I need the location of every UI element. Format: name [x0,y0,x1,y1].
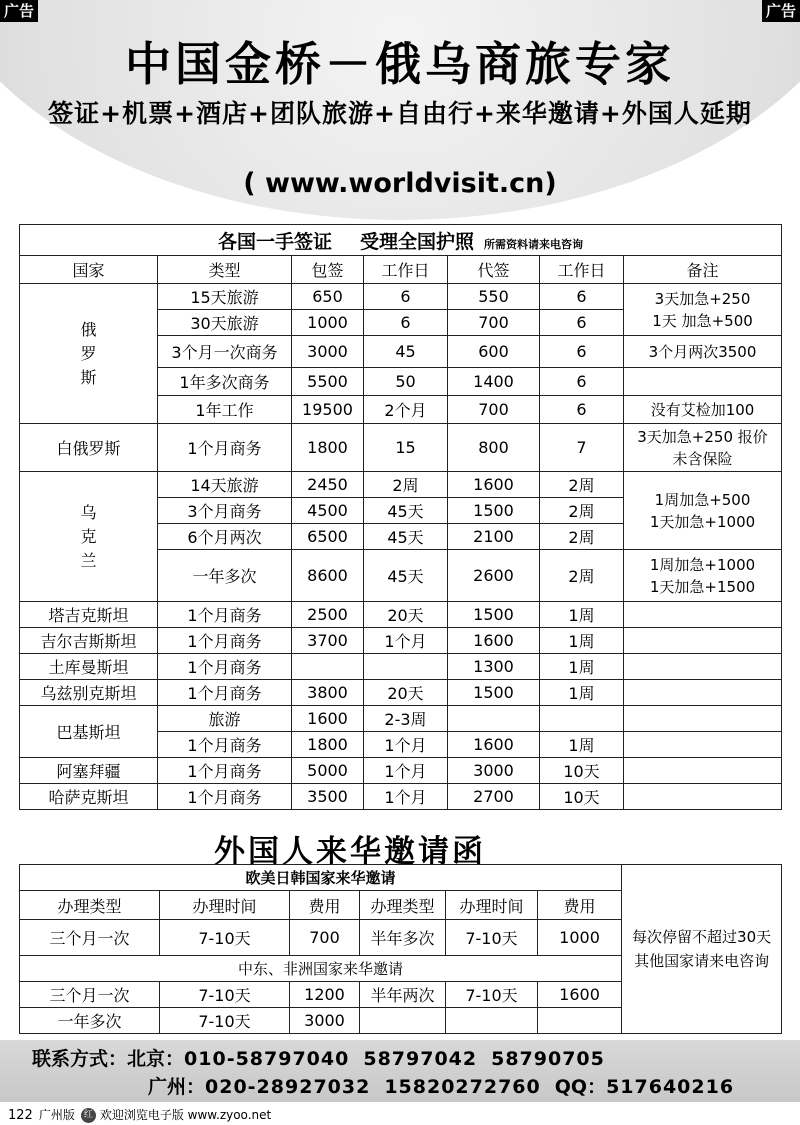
table-cell: 1个月 [364,784,448,810]
phone-number: 020-28927032 [205,1076,371,1098]
table-cell: 1周 [540,628,624,654]
table-cell: 800 [448,424,540,472]
visa-price-table [19,224,782,810]
visa-table-caption [20,225,782,256]
column-header: 费用 [290,891,360,920]
table-cell: 1800 [292,732,364,758]
note-cell [624,758,782,784]
table-row [20,706,782,732]
qq-number: 517640216 [606,1076,735,1098]
country-cell: 吉尔吉斯斯坦 [20,628,158,654]
table-cell: 700 [290,920,360,956]
table-cell: 2个月 [364,396,448,424]
table-cell: 1500 [448,680,540,706]
note-cell: 1周加急+1000 1天加急+1500 [624,550,782,602]
table-cell: 2100 [448,524,540,550]
table-row [20,654,782,680]
column-header: 代签 [448,256,540,284]
table-cell: 20天 [364,680,448,706]
column-header: 办理时间 [446,891,538,920]
table-cell: 15 [364,424,448,472]
table-cell: 6500 [292,524,364,550]
beijing-label: 北京： [127,1048,185,1070]
table-cell: 1800 [292,424,364,472]
header-banner [0,0,800,225]
table-row [20,472,782,498]
table-cell: 6 [364,284,448,310]
table-cell: 1周 [540,602,624,628]
table-cell: 2700 [448,784,540,810]
invitation-price-table [19,864,782,1034]
table-cell: 45天 [364,524,448,550]
table-cell: 3000 [290,1008,360,1034]
table-cell: 1个月商务 [158,628,292,654]
table-cell: 1年多次商务 [158,368,292,396]
country-cell: 塔吉克斯坦 [20,602,158,628]
table-cell: 45天 [364,550,448,602]
table-cell [360,1008,446,1034]
table-cell: 1600 [292,706,364,732]
column-header: 费用 [538,891,622,920]
table-cell: 1个月商务 [158,680,292,706]
table-cell: 7-10天 [160,982,290,1008]
note-cell [624,654,782,680]
table-cell: 2-3周 [364,706,448,732]
note-cell: 3天加急+250 1天 加急+500 [624,284,782,336]
table-cell: 三个月一次 [20,920,160,956]
table-cell: 7-10天 [160,920,290,956]
caption-small: 所需资料请来电咨询 [484,237,584,251]
ad-tag-right: 广告 [762,0,800,22]
table-cell: 1个月商务 [158,424,292,472]
table-cell: 6 [364,310,448,336]
column-header: 备注 [624,256,782,284]
column-header: 国家 [20,256,158,284]
table-cell: 3000 [292,336,364,368]
contact-line-beijing [32,1044,605,1071]
note-cell [624,784,782,810]
table-cell: 550 [448,284,540,310]
table-cell: 2周 [540,498,624,524]
table-cell: 1600 [448,472,540,498]
table-cell: 3000 [448,758,540,784]
note-cell [624,628,782,654]
guangzhou-label: 广州： [148,1076,206,1098]
note-cell [624,602,782,628]
country-cell: 阿塞拜疆 [20,758,158,784]
table-cell: 1300 [448,654,540,680]
table-cell: 5500 [292,368,364,396]
table-cell: 7-10天 [160,1008,290,1034]
table-cell: 1个月 [364,628,448,654]
group-header: 欧美日韩国家来华邀请 [20,865,622,891]
note-cell [624,706,782,732]
table-cell: 2450 [292,472,364,498]
note-cell: 3个月两次3500 [624,336,782,368]
contact-line-guangzhou [148,1072,734,1099]
table-cell: 2500 [292,602,364,628]
caption-main-2: 受理全国护照 [360,230,475,253]
table-cell: 2周 [540,550,624,602]
table-cell: 1个月商务 [158,732,292,758]
services-subtitle: 签证+机票+酒店+团队旅游+自由行+来华邀请+外国人延期 [48,99,752,128]
caption-main: 各国一手签证 [218,230,333,253]
table-cell: 1600 [538,982,622,1008]
visa-header-row [20,256,782,284]
table-row [20,865,782,891]
table-cell: 14天旅游 [158,472,292,498]
table-cell: 1600 [448,628,540,654]
ad-tag-left: 广告 [0,0,38,22]
table-cell: 19500 [292,396,364,424]
group-header: 中东、非洲国家来华邀请 [20,956,622,982]
note-cell [624,732,782,758]
table-cell: 700 [448,310,540,336]
table-cell [448,706,540,732]
table-cell: 5000 [292,758,364,784]
table-cell: 3800 [292,680,364,706]
table-row [20,758,782,784]
column-header: 办理类型 [360,891,446,920]
table-cell: 1个月 [364,732,448,758]
column-header: 办理类型 [20,891,160,920]
table-cell: 半年两次 [360,982,446,1008]
table-cell [446,1008,538,1034]
table-cell: 1周 [540,732,624,758]
note-cell: 3天加急+250 报价 未含保险 [624,424,782,472]
table-cell: 30天旅游 [158,310,292,336]
table-cell: 6 [540,368,624,396]
table-cell: 7-10天 [446,982,538,1008]
table-cell: 1周 [540,680,624,706]
contact-label: 联系方式： [32,1048,128,1070]
table-row [20,628,782,654]
column-header: 办理时间 [160,891,290,920]
mobile-number: 15820272760 [384,1076,541,1098]
table-cell: 6 [540,396,624,424]
page-number: 122 [8,1108,33,1123]
table-cell: 2周 [540,524,624,550]
table-cell: 6 [540,284,624,310]
table-row [20,284,782,310]
website-url: ( www.worldvisit.cn) [243,168,557,199]
table-cell: 1个月商务 [158,654,292,680]
note-cell: 没有艾检加100 [624,396,782,424]
column-header: 工作日 [364,256,448,284]
table-cell [540,706,624,732]
table-cell: 1200 [290,982,360,1008]
table-cell: 650 [292,284,364,310]
table-row [20,424,782,472]
table-cell: 8600 [292,550,364,602]
table-cell: 一年多次 [20,1008,160,1034]
table-cell: 3700 [292,628,364,654]
table-cell: 7 [540,424,624,472]
table-cell: 6个月两次 [158,524,292,550]
table-cell: 一年多次 [158,550,292,602]
table-cell: 1个月商务 [158,784,292,810]
table-cell: 2周 [540,472,624,498]
table-cell: 20天 [364,602,448,628]
note-cell [624,680,782,706]
side-note: 每次停留不超过30天 其他国家请来电咨询 [622,865,782,1034]
table-cell: 三个月一次 [20,982,160,1008]
table-cell: 10天 [540,784,624,810]
contact-bar [0,1040,800,1102]
table-cell: 600 [448,336,540,368]
table-cell: 3个月一次商务 [158,336,292,368]
column-header: 工作日 [540,256,624,284]
table-cell: 1000 [292,310,364,336]
table-cell: 7-10天 [446,920,538,956]
country-cell: 哈萨克斯坦 [20,784,158,810]
table-cell: 6 [540,310,624,336]
page-title: 中国金桥－俄乌商旅专家 [125,37,675,91]
table-cell: 4500 [292,498,364,524]
table-cell: 15天旅游 [158,284,292,310]
table-cell: 2周 [364,472,448,498]
table-cell: 1600 [448,732,540,758]
table-cell [292,654,364,680]
table-cell: 50 [364,368,448,396]
footer-text: 欢迎浏览电子版 www.zyoo.net [99,1108,272,1122]
table-cell: 1个月商务 [158,602,292,628]
table-cell: 10天 [540,758,624,784]
table-row [20,680,782,706]
table-cell: 3个月商务 [158,498,292,524]
table-cell: 1400 [448,368,540,396]
note-cell [624,368,782,396]
table-row [20,784,782,810]
table-cell: 半年多次 [360,920,446,956]
table-cell [538,1008,622,1034]
country-cell: 乌兹别克斯坦 [20,680,158,706]
publication-logo-icon: 红 [81,1108,96,1123]
table-cell: 旅游 [158,706,292,732]
table-cell: 45天 [364,498,448,524]
note-cell: 1周加急+500 1天加急+1000 [624,472,782,550]
column-header: 包签 [292,256,364,284]
phone-number: 58797042 [363,1048,478,1070]
table-cell: 6 [540,336,624,368]
qq-label: QQ： [554,1076,607,1098]
table-cell: 45 [364,336,448,368]
table-cell [364,654,448,680]
invitation-section-title: 外国人来华邀请函 [214,834,486,870]
table-cell: 1500 [448,498,540,524]
column-header: 类型 [158,256,292,284]
country-pakistan: 巴基斯坦 [20,706,158,758]
table-cell: 1000 [538,920,622,956]
table-cell: 3500 [292,784,364,810]
page-footer [8,1106,271,1123]
table-cell: 1500 [448,602,540,628]
table-cell: 1个月商务 [158,758,292,784]
table-cell: 2600 [448,550,540,602]
country-ukraine: 乌 克 兰 [20,472,158,602]
country-cell: 土库曼斯坦 [20,654,158,680]
table-row [20,602,782,628]
edition-label: 广州版 [38,1108,75,1122]
phone-number: 58790705 [491,1048,605,1070]
country-russia: 俄 罗 斯 [20,284,158,424]
phone-number: 010-58797040 [184,1048,350,1070]
table-cell: 1年工作 [158,396,292,424]
table-cell: 1个月 [364,758,448,784]
table-cell: 700 [448,396,540,424]
table-cell: 1周 [540,654,624,680]
country-belarus: 白俄罗斯 [20,424,158,472]
